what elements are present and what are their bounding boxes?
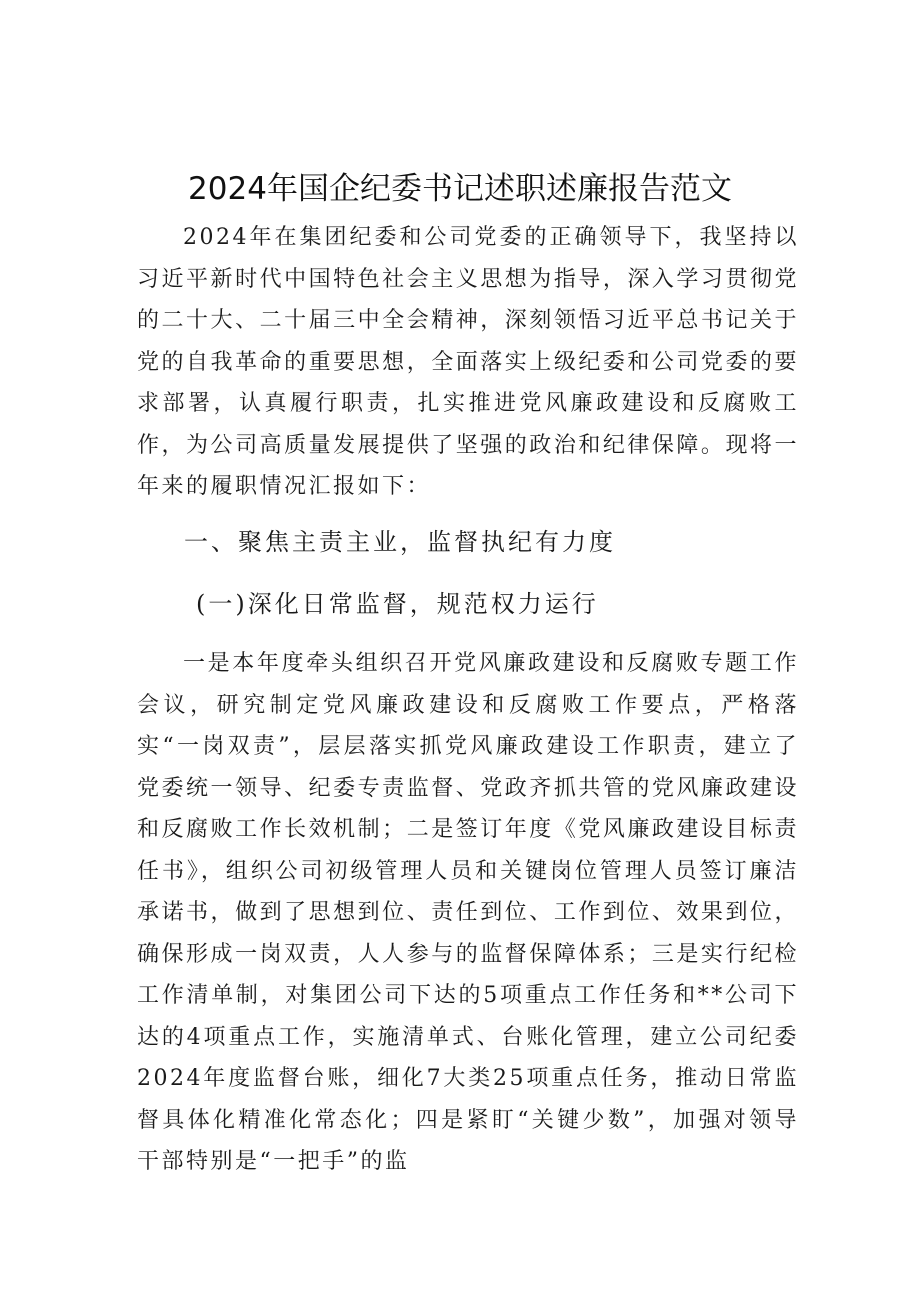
body-paragraph-1: 一是本年度牵头组织召开党风廉政建设和反腐败专题工作会议，研究制定党风廉政建设和反腐败工作要点，严格落实“一岗双责”，层层落实抓党风廉政建设工作职责，建立了党委统一领导、纪委专责监督、党政齐抓共管的党风廉政建设和反腐败工作长效机制；二是签订年度《党风廉政建设目标责任书》，组织公司初级管理人员和关键岗位管理人员签订廉洁承诺书，做到了思想到位、责任到位、工作到位、效果到位，确保形成一岗双责，人人参与的监督保障体系；三是实行纪检工作清单制，对集团公司下达的5项重点工作任务和**公司下达的4项重点工作，实施清单式、台账化管理，建立公司纪委2024年度监督台账，细化7大类25项重点任务，推动日常监督具体化精准化常态化；四是紧盯“关键少数”，加强对领导干部特别是“一把手”的监 (137, 651, 799, 1174)
intro-paragraph: 2024年在集团纪委和公司党委的正确领导下，我坚持以习近平新时代中国特色社会主义思想为指导，深入学习贯彻党的二十大、二十届三中全会精神，深刻领悟习近平总书记关于党的自我革命的重要思想，全面落实上级纪委和公司党委的要求部署，认真履行职责，扎实推进党风廉政建设和反腐败工作，为公司高质量发展提供了坚强的政治和纪律保障。现将一年来的履职情况汇报如下： (137, 225, 799, 499)
section-heading-1: 一、聚焦主责主业，监督执纪有力度 (184, 528, 616, 556)
document-title: 2024年国企纪委书记述职述廉报告范文 (188, 170, 732, 207)
subsection-heading-1: (一)深化日常监督，规范权力运行 (196, 590, 599, 618)
